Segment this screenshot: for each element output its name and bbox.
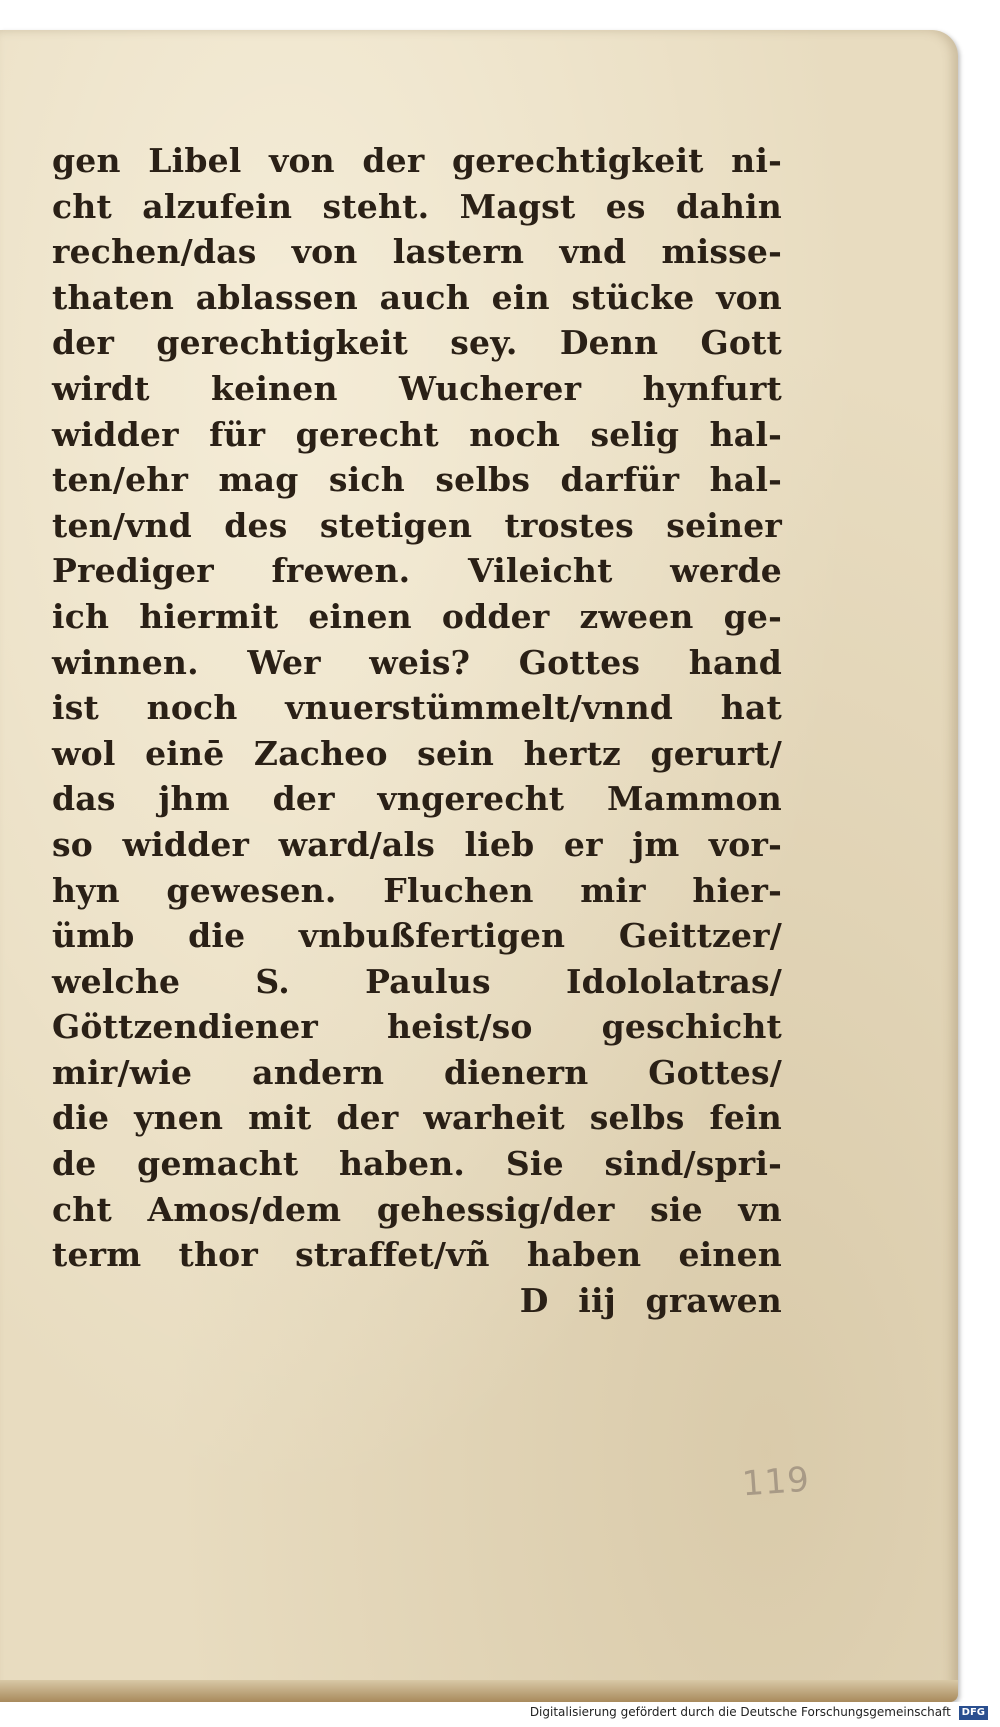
- text-line: ich hiermit einen odder zween ge-: [52, 596, 782, 636]
- text-block: [52, 138, 782, 1323]
- text-line: cht alzufein steht. Magst es dahin: [52, 186, 782, 226]
- text-line: rechen/das von lastern vnd misse-: [52, 232, 782, 272]
- text-line: hyn gewesen. Fluchen mir hier-: [52, 870, 782, 910]
- text-line: die ynen mit der warheit selbs fein: [52, 1098, 782, 1138]
- text-line: winnen. Wer weis? Gottes hand: [52, 642, 782, 682]
- footer-credit-text: Digitalisierung gefördert durch die Deutsche Forschungsgemeinschaft: [529, 1705, 951, 1719]
- text-line: wol einē Zacheo sein hertz gerurt/: [52, 733, 782, 773]
- text-line: der gerechtigkeit sey. Denn Gott: [52, 323, 782, 363]
- text-line: das jhm der vngerecht Mammon: [52, 779, 782, 819]
- text-line: ist noch vnuerstümmelt/vnnd hat: [52, 688, 782, 728]
- text-line: ten/vnd des stetigen trostes seiner: [52, 505, 782, 545]
- text-line: so widder ward/als lieb er jm vor-: [52, 824, 782, 864]
- dfg-logo-icon: DFG: [959, 1706, 988, 1720]
- text-line: ümb die vnbußfertigen Geittzer/: [52, 916, 782, 956]
- text-line: widder für gerecht noch selig hal-: [52, 414, 782, 454]
- text-line: gen Libel von der gerechtigkeit ni-: [52, 141, 782, 180]
- text-line: wirdt keinen Wucherer hynfurt: [52, 368, 782, 408]
- text-line: mir/wie andern dienern Gottes/: [52, 1052, 782, 1092]
- text-line: de gemacht haben. Sie sind/spri-: [52, 1144, 782, 1184]
- text-line: term thor straffet/vñ haben einen: [52, 1235, 782, 1275]
- footer-credit: [530, 1705, 988, 1720]
- text-line: ten/ehr mag sich selbs darfür hal-: [52, 460, 782, 500]
- text-line: Göttzendiener heist/so geschicht: [52, 1007, 782, 1047]
- text-line: welche S. Paulus Idololatras/: [52, 961, 782, 1001]
- text-line: Prediger frewen. Vileicht werde: [52, 551, 782, 591]
- text-line: thaten ablassen auch ein stücke von: [52, 277, 782, 317]
- page-bottom-edge: [0, 1680, 958, 1702]
- text-line: cht Amos/dem gehessig/der sie vn: [52, 1189, 782, 1229]
- catchword-line: D iij grawen: [519, 1280, 782, 1320]
- pencil-folio-number: 119: [740, 1459, 812, 1505]
